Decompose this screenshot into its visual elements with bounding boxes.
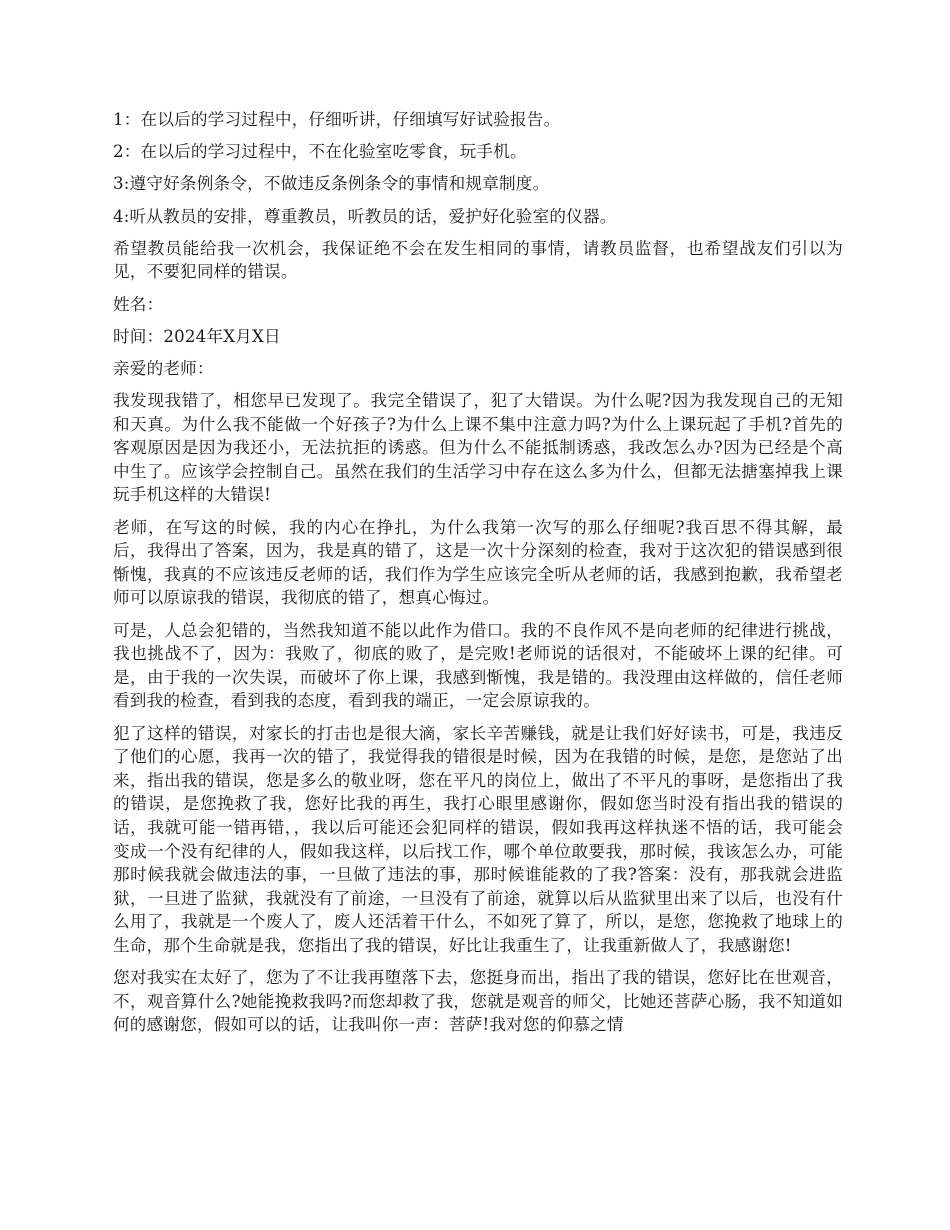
paragraph-body-3: 可是，人总会犯错的，当然我知道不能以此作为借口。我的不良作风不是向老师的纪律进行挑战，我也挑战不了，因为：我败了，彻底的败了，是完败!老师说的话很对，不能破坏上课的纪律。可是，由于我的一次失误，而破坏了你上课，我感到惭愧，我是错的。我没理由这样做的，信任老师看到我的检查，看到我的态度，看到我的端正，一定会原谅我的。 <box>113 620 843 711</box>
paragraph-rule-2: 2：在以后的学习过程中，不在化验室吃零食，玩手机。 <box>113 142 527 162</box>
paragraph-hope: 希望教员能给我一次机会，我保证绝不会在发生相同的事情，请教员监督，也希望战友们引以为见，不要犯同样的错误。 <box>113 238 843 282</box>
name-line: 姓名： <box>113 294 164 314</box>
paragraph-rule-1: 1：在以后的学习过程中，仔细听讲，仔细填写好试验报告。 <box>113 110 561 129</box>
salutation: 亲爱的老师： <box>113 358 214 378</box>
date-line: 时间：2024年X月X日 <box>113 326 281 346</box>
paragraph-body-5: 您对我实在太好了，您为了不让我再堕落下去，您挺身而出，指出了我的错误，您好比在世观音，不，观音算什么?她能挽救我吗?而您却救了我，您就是观音的师父，比她还菩萨心肠，我不知道如何的感谢您，假如可以的话，让我叫你一声：菩萨!我对您的仰慕之情 <box>113 968 843 1035</box>
document-body <box>113 108 843 1046</box>
paragraph-body-4: 犯了这样的错误，对家长的打击也是很大滴，家长辛苦赚钱，就是让我们好好读书，可是，我违反了他们的心愿，我再一次的错了，我觉得我的错很是时候，因为在我错的时候，是您，是您站了出来，指出我的错误，您是多么的敬业呀，您在平凡的岗位上，做出了不平凡的事呀，是您指出了我的错误，是您挽救了我，您好比我的再生，我打心眼里感谢你，假如您当时没有指出我的错误的话，我就可能一错再错，，我以后可能还会犯同样的错误，假如我再这样执迷不悟的话，我可能会变成一个没有纪律的人，假如我这样，以后找工作，哪个单位敢要我，那时候，我该怎么办，可能那时候我就会做违法的事，一旦做了违法的事，那时候谁能救的了我?答案：没有，那我就会进监狱，一旦进了监狱，我就没有了前途，一旦没有了前途，就算以后从监狱里出来了以后，也没有什么用了，我就是一个废人了，废人还活着干什么，不如死了算了，所以，是您，您挽救了地球上的生命，那个生命就是我，您指出了我的错误，好比让我重生了，让我重新做人了，我感谢您! <box>113 723 843 955</box>
paragraph-rule-4: 4:听从教员的安排，尊重教员，听教员的话，爱护好化验室的仪器。 <box>113 206 617 226</box>
paragraph-body-1: 我发现我错了，相您早已发现了。我完全错误了，犯了大错误。为什么呢?因为我发现自己的无知和天真。为什么我不能做一个好孩子?为什么上课不集中注意力吗?为什么上课玩起了手机?首先的客观原因是因为我还小，无法抗拒的诱惑。但为什么不能抵制诱惑，我改怎么办?因为已经是个高中生了。应该学会控制自己。虽然在我们的生活学习中存在这么多为什么，但都无法搪塞掉我上课玩手机这样的大错误! <box>113 391 843 505</box>
paragraph-body-2: 老师，在写这的时候，我的内心在挣扎，为什么我第一次写的那么仔细呢?我百思不得其解，最后，我得出了答案，因为，我是真的错了，这是一次十分深刻的检查，我对于这次犯的错误感到很惭愧，我真的不应该违反老师的话，我们作为学生应该完全听从老师的话，我感到抱歉，我希望老师可以原谅我的错误，我彻底的错了，想真心悔过。 <box>113 517 843 608</box>
paragraph-rule-3: 3:遵守好条例条令，不做违反条例条令的事情和规章制度。 <box>113 174 550 194</box>
